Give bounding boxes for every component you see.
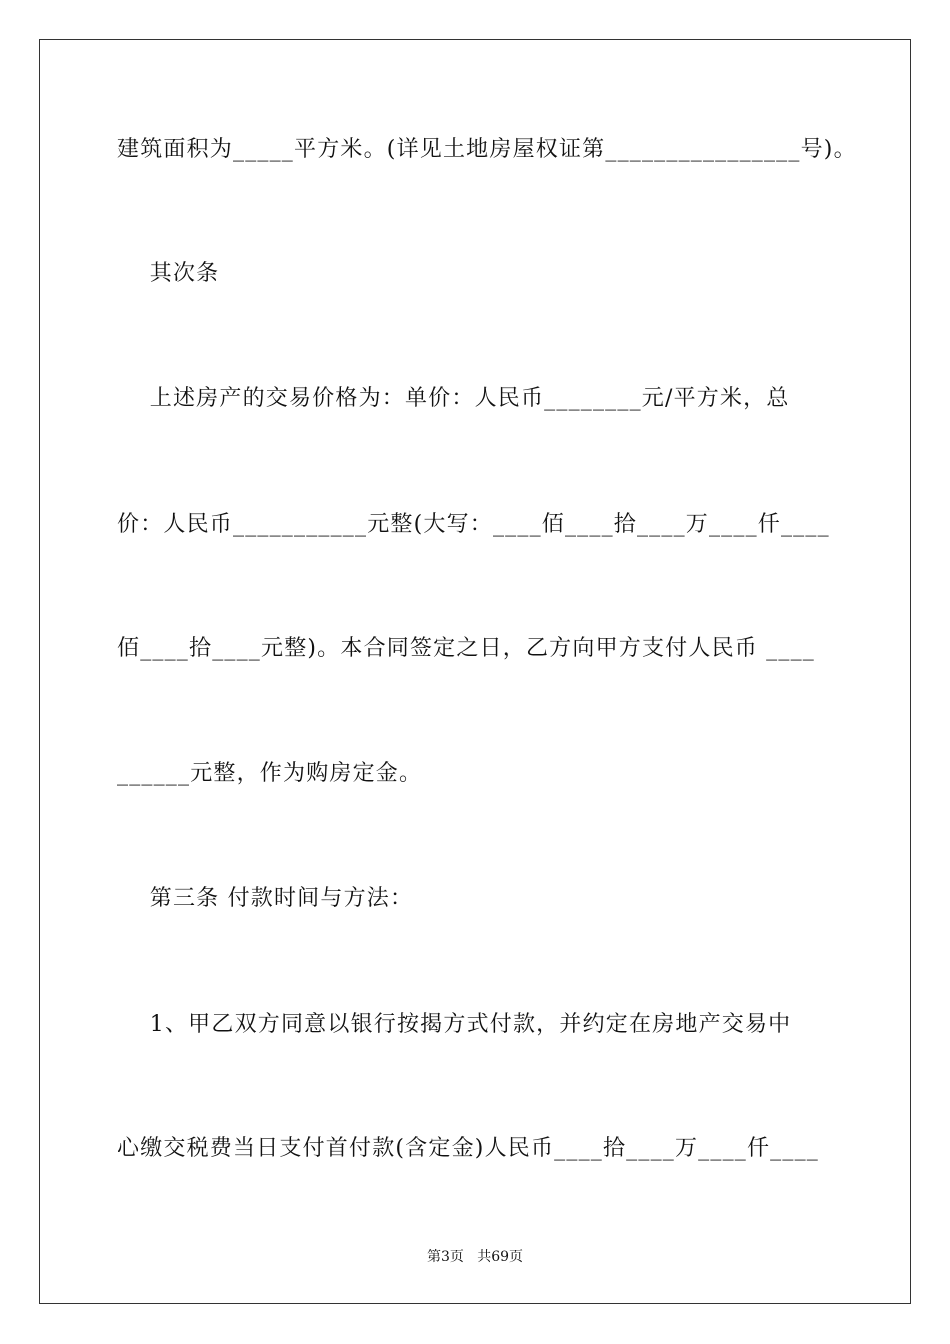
text-line-1: 建筑面积为_____平方米。(详见土地房屋权证第________________号)。 [117,137,857,162]
text-line-7: 第三条 付款时间与方法： [117,886,414,911]
text-line-2: 其次条 [117,261,220,286]
text-line-9: 心缴交税费当日支付首付款(含定金)人民币____拾____万____仟____ [117,1136,819,1161]
text-line-5: 佰____拾____元整)。本合同签定之日，乙方向甲方支付人民币 ____ [117,636,815,661]
text-line-3: 上述房产的交易价格为：单价：人民币________元/平方米，总 [117,386,790,411]
page-footer: 第3页 共69页 [426,1249,524,1265]
text-line-8: 1、甲乙双方同意以银行按揭方式付款，并约定在房地产交易中 [117,1012,792,1037]
page-border [39,39,911,1304]
text-line-6: ______元整，作为购房定金。 [117,761,423,786]
text-line-4: 价：人民币___________元整(大写：____佰____拾____万____仟____ [117,512,830,537]
